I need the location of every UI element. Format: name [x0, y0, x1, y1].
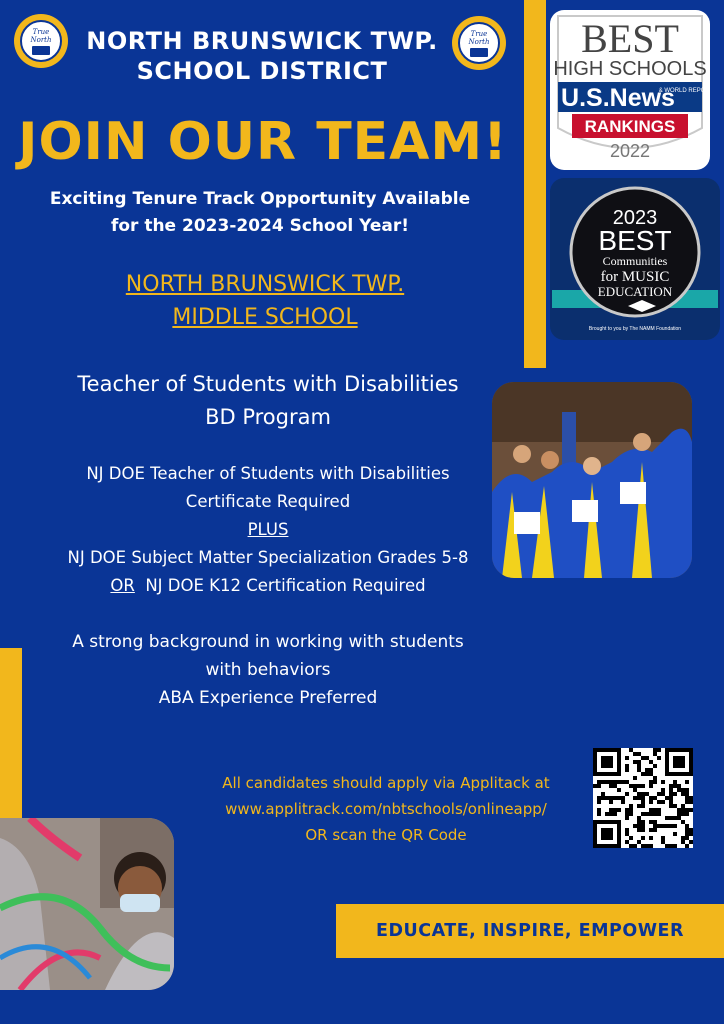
namm-badge-graphic — [550, 178, 720, 340]
seal-text: North — [30, 35, 52, 44]
book-icon — [32, 46, 50, 55]
district-seal-right — [452, 16, 506, 70]
graduation-photo — [492, 382, 692, 578]
background-requirements — [20, 628, 516, 712]
subhead-line-2: for the 2023-2024 School Year! — [110, 216, 410, 236]
namm-year: 2023 — [612, 207, 658, 229]
slogan-bar — [336, 904, 724, 958]
student-photo-graphic — [0, 818, 174, 990]
seal-text: True — [470, 29, 488, 38]
usnews-badge-graphic — [550, 10, 710, 170]
background-line-3: ABA Experience Preferred — [158, 688, 378, 708]
usnews-badge — [550, 10, 710, 170]
cert-line-4-text: NJ DOE K12 Certification Required — [134, 576, 426, 595]
cert-plus: PLUS — [247, 520, 289, 539]
graduation-photo-graphic — [492, 382, 692, 578]
school-line-1: NORTH BRUNSWICK TWP. — [125, 272, 405, 297]
student-photo — [0, 818, 174, 990]
apply-url[interactable]: www.applitrack.com/nbtschools/onlineapp/ — [225, 800, 547, 818]
usnews-rankings: RANKINGS — [584, 117, 676, 136]
namm-communities: Communities — [602, 254, 668, 268]
certification-requirements — [20, 460, 516, 600]
school-name — [40, 268, 490, 334]
position-title — [20, 368, 516, 434]
cert-line-3: NJ DOE Subject Matter Specialization Grades 5-8 — [67, 548, 469, 567]
qr-code-icon — [593, 748, 693, 848]
usnews-best: BEST — [581, 16, 679, 61]
namm-best: BEST — [598, 225, 672, 256]
cert-line-4 — [20, 572, 516, 600]
page-title: JOIN OUR TEAM! — [18, 112, 508, 172]
school-line-2: MIDDLE SCHOOL — [172, 305, 358, 330]
usnews-report: & WORLD REPORT — [658, 88, 710, 94]
book-icon — [470, 48, 488, 57]
namm-education: EDUCATION — [597, 284, 673, 299]
position-line-2: BD Program — [205, 405, 331, 429]
usnews-high-schools: HIGH SCHOOLS — [553, 58, 707, 80]
yellow-stripe-left — [0, 648, 22, 820]
namm-for-music: for MUSIC — [600, 269, 670, 285]
district-seal-left — [14, 14, 68, 68]
usnews-year: 2022 — [609, 141, 651, 161]
seal-text: North — [468, 37, 490, 46]
yellow-stripe-right — [524, 0, 546, 368]
district-name — [72, 26, 452, 86]
background-line-1: A strong background in working with students — [72, 632, 464, 652]
slogan: EDUCATE, INSPIRE, EMPOWER — [376, 921, 684, 941]
district-line-1: NORTH BRUNSWICK TWP. — [86, 27, 438, 55]
subhead — [20, 186, 500, 240]
apply-instructions — [196, 770, 576, 848]
apply-line-1: All candidates should apply via Applitack at — [222, 774, 550, 792]
cert-or: OR — [110, 576, 135, 595]
cert-line-2: Certificate Required — [185, 492, 351, 511]
seal-text: True — [32, 27, 50, 36]
qr-code[interactable] — [593, 748, 693, 848]
district-line-2: SCHOOL DISTRICT — [136, 57, 388, 85]
usnews-brand: U.S.News — [561, 84, 675, 112]
apply-line-3: OR scan the QR Code — [305, 826, 467, 844]
namm-footer: Brought to you by The NAMM Foundation — [588, 326, 682, 332]
background-line-2: with behaviors — [205, 660, 331, 680]
position-line-1: Teacher of Students with Disabilities — [77, 372, 459, 396]
subhead-line-1: Exciting Tenure Track Opportunity Available — [49, 189, 471, 209]
namm-badge — [550, 178, 720, 340]
cert-line-1: NJ DOE Teacher of Students with Disabilities — [86, 464, 450, 483]
